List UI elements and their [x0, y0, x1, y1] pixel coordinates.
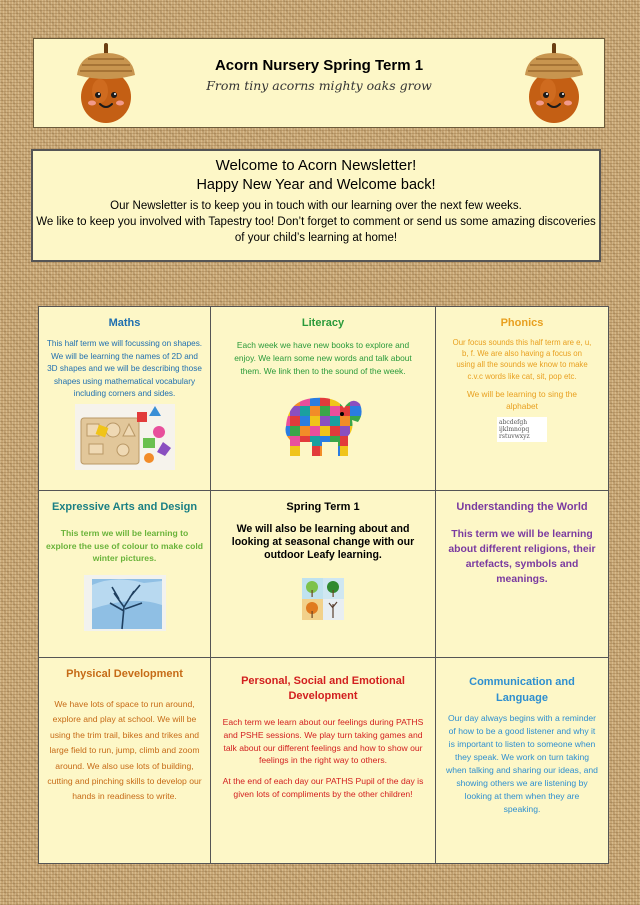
alphabet-line: abcdefgh — [499, 418, 528, 426]
maths-heading: Maths — [108, 317, 141, 329]
alphabet-line: rstuvwxyz — [499, 432, 530, 440]
spring-term-text: We will also be learning about and looking at seasonal change with our outdoor Leafy learning. — [231, 523, 415, 561]
winter-tree-painting-image — [84, 575, 166, 631]
communication-language-heading: Communication and Language — [469, 676, 575, 704]
welcome-paragraph: Our Newsletter is to keep you in touch with our learning over the next few weeks. — [110, 200, 522, 212]
maths-text: This half term we will focussing on shapes. We will be learning the names of 2D and 3D shapes and we will be describing those shapes using mathematical vocabulary including corners and sides. — [46, 339, 203, 398]
literacy-cell — [211, 307, 435, 490]
four-seasons-image — [302, 578, 344, 620]
phonics-text: Our focus sounds this half term are e, u, b, f. We are also having a focus on using all the sounds we know to make c.v.c words like cat, sit, pop etc. — [452, 338, 592, 381]
understanding-world-cell — [436, 491, 608, 657]
expressive-arts-cell — [39, 491, 210, 657]
welcome-box — [31, 149, 601, 262]
newsletter-motto: From tiny acorns mighty oaks grow — [206, 78, 432, 93]
physical-development-heading: Physical Development — [66, 668, 183, 680]
literacy-text: Each week we have new books to explore and enjoy. We learn some new words and talk about them. We link then to the sound of the week. — [234, 340, 412, 376]
expressive-arts-heading: Expressive Arts and Design — [51, 501, 198, 513]
welcome-subheading: Happy New Year and Welcome back! — [196, 177, 436, 193]
phonics-heading: Phonics — [500, 317, 544, 329]
physical-development-text: We have lots of space to run around, explore and play at school. We will be using the trim trail, bikes and trikes and large field to run, jump, climb and zoom around. We also use lots of building, cutting and pinching skills to develop our hands in readiness to write. — [47, 699, 202, 802]
physical-development-cell — [39, 658, 210, 863]
title-banner — [33, 38, 605, 128]
pse-development-text: Each term we learn about our feelings during PATHS and PSHE sessions. We play turn taking games and talk about our different feelings and how to show our feelings in the right way to others. — [222, 717, 424, 766]
spring-term-heading: Spring Term 1 — [286, 501, 360, 513]
pse-development-cell — [211, 658, 435, 863]
phonics-cell — [436, 307, 608, 490]
understanding-world-text: This term we will be learning about different religions, their artefacts, symbols and meanings. — [448, 529, 596, 585]
literacy-heading: Literacy — [301, 317, 345, 329]
pse-development-paths-text: At the end of each day our PATHS Pupil of the day is given lots of compliments by the other children! — [222, 776, 424, 799]
understanding-world-heading: Understanding the World — [456, 501, 588, 513]
communication-language-cell — [436, 658, 608, 863]
alphabet-image — [497, 417, 547, 442]
pse-development-heading: Personal, Social and Emotional Development — [241, 675, 405, 702]
acorn-mascot-icon — [74, 43, 138, 125]
communication-language-text: Our day always begins with a reminder of how to be a good listener and why it is important to listen to someone when they speak. We work on turn taking when talking and sharing our ideas, and showing others we are listening by looking at them when they are speaking. — [446, 713, 598, 814]
patchwork-elephant-image — [280, 386, 366, 462]
newsletter-title: Acorn Nursery Spring Term 1 — [214, 57, 424, 74]
maths-cell — [39, 307, 210, 490]
alphabet-line: ijklmnopq — [499, 425, 530, 433]
phonics-alphabet-text: We will be learning to sing the alphabet — [466, 388, 578, 411]
welcome-paragraph: We like to keep you involved with Tapestry too! Don’t forget to comment or send us some amazing discoveries of your child’s learning at home! — [36, 216, 596, 244]
learning-areas-grid — [38, 306, 609, 864]
shape-puzzle-image — [75, 404, 175, 470]
expressive-arts-text: This term we will be learning to explore the use of colour to make cold winter pictures. — [45, 528, 204, 563]
spring-term-cell — [211, 491, 435, 657]
acorn-mascot-icon — [522, 43, 586, 125]
welcome-heading: Welcome to Acorn Newsletter! — [215, 157, 417, 174]
